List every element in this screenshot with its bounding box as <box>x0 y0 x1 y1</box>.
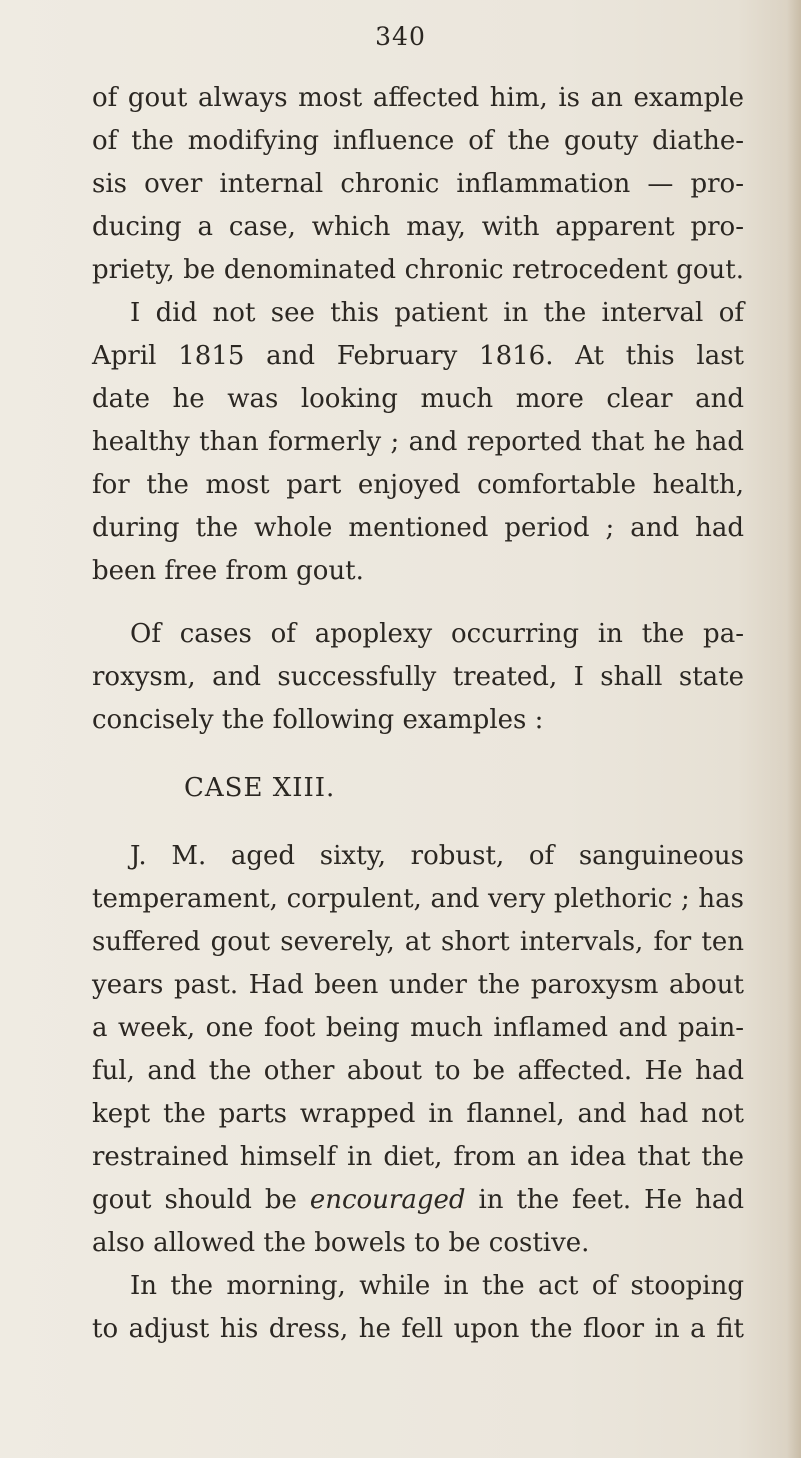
text-line: concisely the following examples : <box>92 705 544 735</box>
text-line: Of cases of apoplexy occurring in the pa- <box>130 619 744 649</box>
text-line: during the whole mentioned period ; and had <box>92 513 744 543</box>
paragraph-case-description <box>92 835 744 1265</box>
text-line: of the modifying influence of the gouty diathe- <box>92 126 744 156</box>
text-line: years past. Had been under the paroxysm about <box>92 970 744 1000</box>
text-line: In the morning, while in the act of stooping <box>130 1271 744 1301</box>
paragraph-morning-fit <box>92 1265 744 1351</box>
text-line: date he was looking much more clear and <box>92 384 744 414</box>
paragraph-spacer <box>92 593 744 613</box>
page-number: 340 <box>375 22 426 51</box>
text-line: to adjust his dress, he fell upon the floor in a fit <box>92 1314 744 1344</box>
text-line: restrained himself in diet, from an idea that the <box>92 1142 744 1172</box>
paragraph-apoplexy-intro <box>92 613 744 742</box>
text-line: J. M. aged sixty, robust, of sanguineous <box>130 841 744 871</box>
text-fragment: in the feet. He had <box>465 1185 744 1215</box>
text-line: for the most part enjoyed comfortable health, <box>92 470 744 500</box>
text-line: suffered gout severely, at short intervals, for ten <box>92 927 744 957</box>
text-line: healthy than formerly ; and reported that he had <box>92 427 744 457</box>
text-line-with-italic <box>92 1179 744 1222</box>
heading-spacer <box>92 742 744 767</box>
text-line: kept the parts wrapped in flannel, and had not <box>92 1099 744 1129</box>
text-line: April 1815 and February 1816. At this last <box>92 341 744 371</box>
text-line: also allowed the bowels to be costive. <box>92 1228 590 1258</box>
text-line: sis over internal chronic inflammation — pro- <box>92 169 744 199</box>
paragraph-patient-interval <box>92 292 744 593</box>
text-line: ducing a case, which may, with apparent pro- <box>92 212 744 242</box>
text-line: been free from gout. <box>92 556 364 586</box>
heading-spacer <box>92 810 744 835</box>
case-heading: CASE XIII. <box>184 773 336 803</box>
text-line: of gout always most affected him, is an example <box>92 83 744 113</box>
text-line: I did not see this patient in the interval of <box>130 298 744 328</box>
page-body <box>92 77 744 1351</box>
text-line: temperament, corpulent, and very plethoric ; has <box>92 884 744 914</box>
text-fragment: gout should be <box>92 1185 310 1215</box>
italic-emphasis: encouraged <box>309 1185 466 1215</box>
text-line: a week, one foot being much inflamed and pain- <box>92 1013 744 1043</box>
text-line: ful, and the other about to be affected. He had <box>92 1056 744 1086</box>
text-line: roxysm, and successfully treated, I shall state <box>92 662 744 692</box>
paragraph-continued <box>92 77 744 292</box>
text-line: priety, be denominated chronic retrocedent gout. <box>92 255 744 285</box>
page-gutter-shadow <box>787 0 801 1458</box>
